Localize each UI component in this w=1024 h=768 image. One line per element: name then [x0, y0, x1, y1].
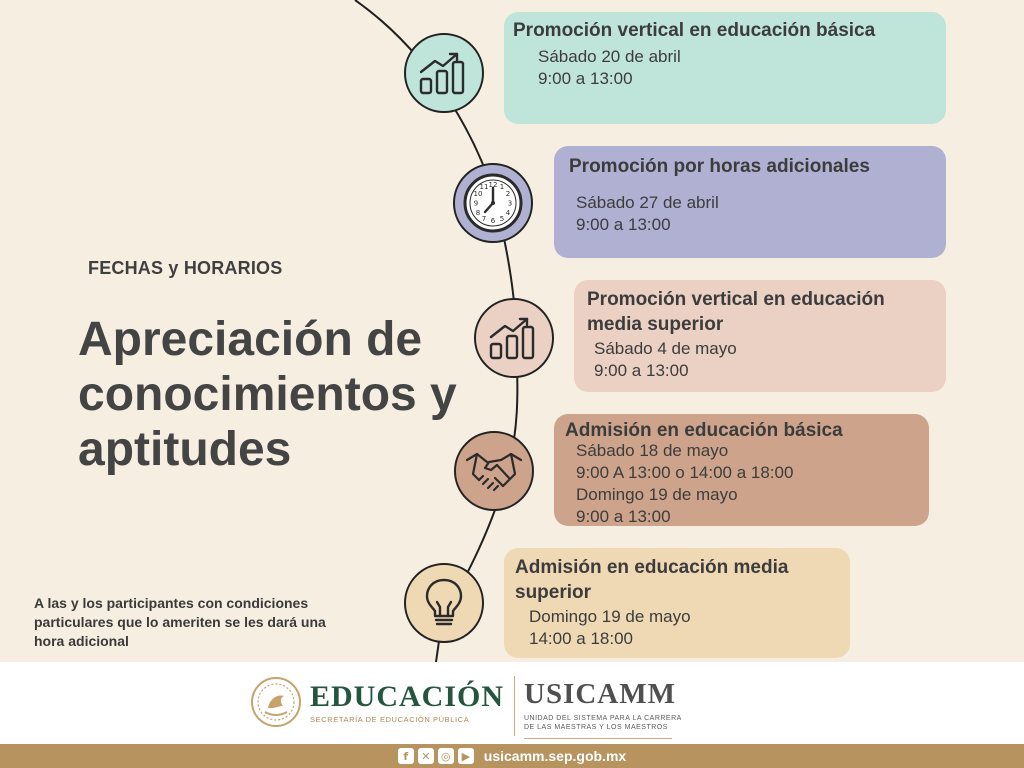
- event-card: [554, 146, 946, 258]
- usicamm-logo-subtitle: UNIDAD DEL SISTEMA PARA LA CARRERA DE LAS MAESTRAS Y LOS MAESTROS: [524, 715, 682, 731]
- timeline-node-3: [474, 298, 554, 378]
- event-title: Promoción por horas adicionales: [569, 156, 870, 177]
- social-icons: [398, 748, 474, 764]
- chart-growth-icon: [487, 315, 541, 361]
- event-card: [554, 414, 929, 526]
- website-link[interactable]: usicamm.sep.gob.mx: [483, 748, 627, 764]
- education-logo-subtitle: SECRETARÍA DE EDUCACIÓN PÚBLICA: [310, 714, 470, 724]
- page-title: Apreciación de conocimientos y aptitudes: [78, 313, 457, 476]
- event-date: Domingo 19 de mayo: [529, 607, 691, 626]
- timeline-node-1: [404, 33, 484, 113]
- event-title: Promoción vertical en educación básica: [513, 20, 876, 41]
- svg-text:3: 3: [507, 199, 513, 208]
- chart-growth-icon: [417, 50, 471, 96]
- event-time: 9:00 a 13:00: [538, 69, 633, 88]
- event-card: [504, 548, 850, 658]
- svg-text:1: 1: [499, 183, 505, 191]
- note-text: A las y los participantes con condiciones particulares que lo ameriten se les dará una hora adicional: [34, 595, 326, 649]
- event-date: Sábado 27 de abril: [576, 193, 719, 212]
- usicamm-rule: [524, 738, 672, 739]
- event-card: [574, 280, 946, 392]
- svg-text:5: 5: [499, 215, 505, 223]
- svg-text:2: 2: [505, 190, 511, 198]
- svg-text:12: 12: [488, 181, 498, 189]
- usicamm-logo-text: USICAMM: [524, 678, 676, 710]
- event-title: Admisión en educación básica: [565, 420, 843, 441]
- event-date: Domingo 19 de mayo: [576, 485, 738, 504]
- footer-bar: [0, 744, 1024, 768]
- svg-text:4: 4: [505, 209, 511, 217]
- timeline-node-4: [454, 431, 534, 511]
- lightbulb-icon: [424, 577, 464, 629]
- clock-icon: [462, 172, 524, 234]
- svg-text:7: 7: [481, 215, 487, 223]
- sep-logo: [250, 676, 504, 728]
- footer-logos-area: [0, 662, 1024, 744]
- event-time: 14:00 a 18:00: [529, 629, 633, 648]
- timeline-node-2: [453, 163, 533, 243]
- event-time: 9:00 a 13:00: [576, 215, 671, 234]
- coat-of-arms-icon: [250, 676, 302, 728]
- event-date: Sábado 4 de mayo: [594, 339, 737, 358]
- svg-text:6: 6: [490, 217, 496, 225]
- handshake-icon: [465, 448, 523, 494]
- instagram-icon[interactable]: ◎: [438, 748, 454, 764]
- logo-divider: [514, 676, 515, 736]
- svg-text:9: 9: [473, 199, 479, 208]
- event-date: Sábado 18 de mayo: [576, 441, 729, 460]
- timeline-node-5: [404, 563, 484, 643]
- svg-text:10: 10: [473, 190, 483, 198]
- svg-text:11: 11: [479, 183, 489, 191]
- svg-text:8: 8: [475, 209, 481, 217]
- usicamm-logo: [524, 679, 694, 739]
- event-title: Promoción vertical en educación media superior: [587, 289, 885, 335]
- youtube-icon[interactable]: ▶: [458, 748, 474, 764]
- event-date: Sábado 20 de abril: [538, 47, 681, 66]
- event-time: 9:00 a 13:00: [576, 507, 671, 526]
- event-title: Admisión en educación media superior: [515, 557, 789, 603]
- eyebrow-label: FECHAS y HORARIOS: [88, 258, 283, 278]
- facebook-icon[interactable]: f: [398, 748, 414, 764]
- event-card: [504, 12, 946, 124]
- event-time: 9:00 A 13:00 o 14:00 a 18:00: [576, 463, 794, 482]
- event-time: 9:00 a 13:00: [594, 361, 689, 380]
- x-icon[interactable]: ✕: [418, 748, 434, 764]
- education-logo-text: EDUCACIÓN: [310, 679, 505, 713]
